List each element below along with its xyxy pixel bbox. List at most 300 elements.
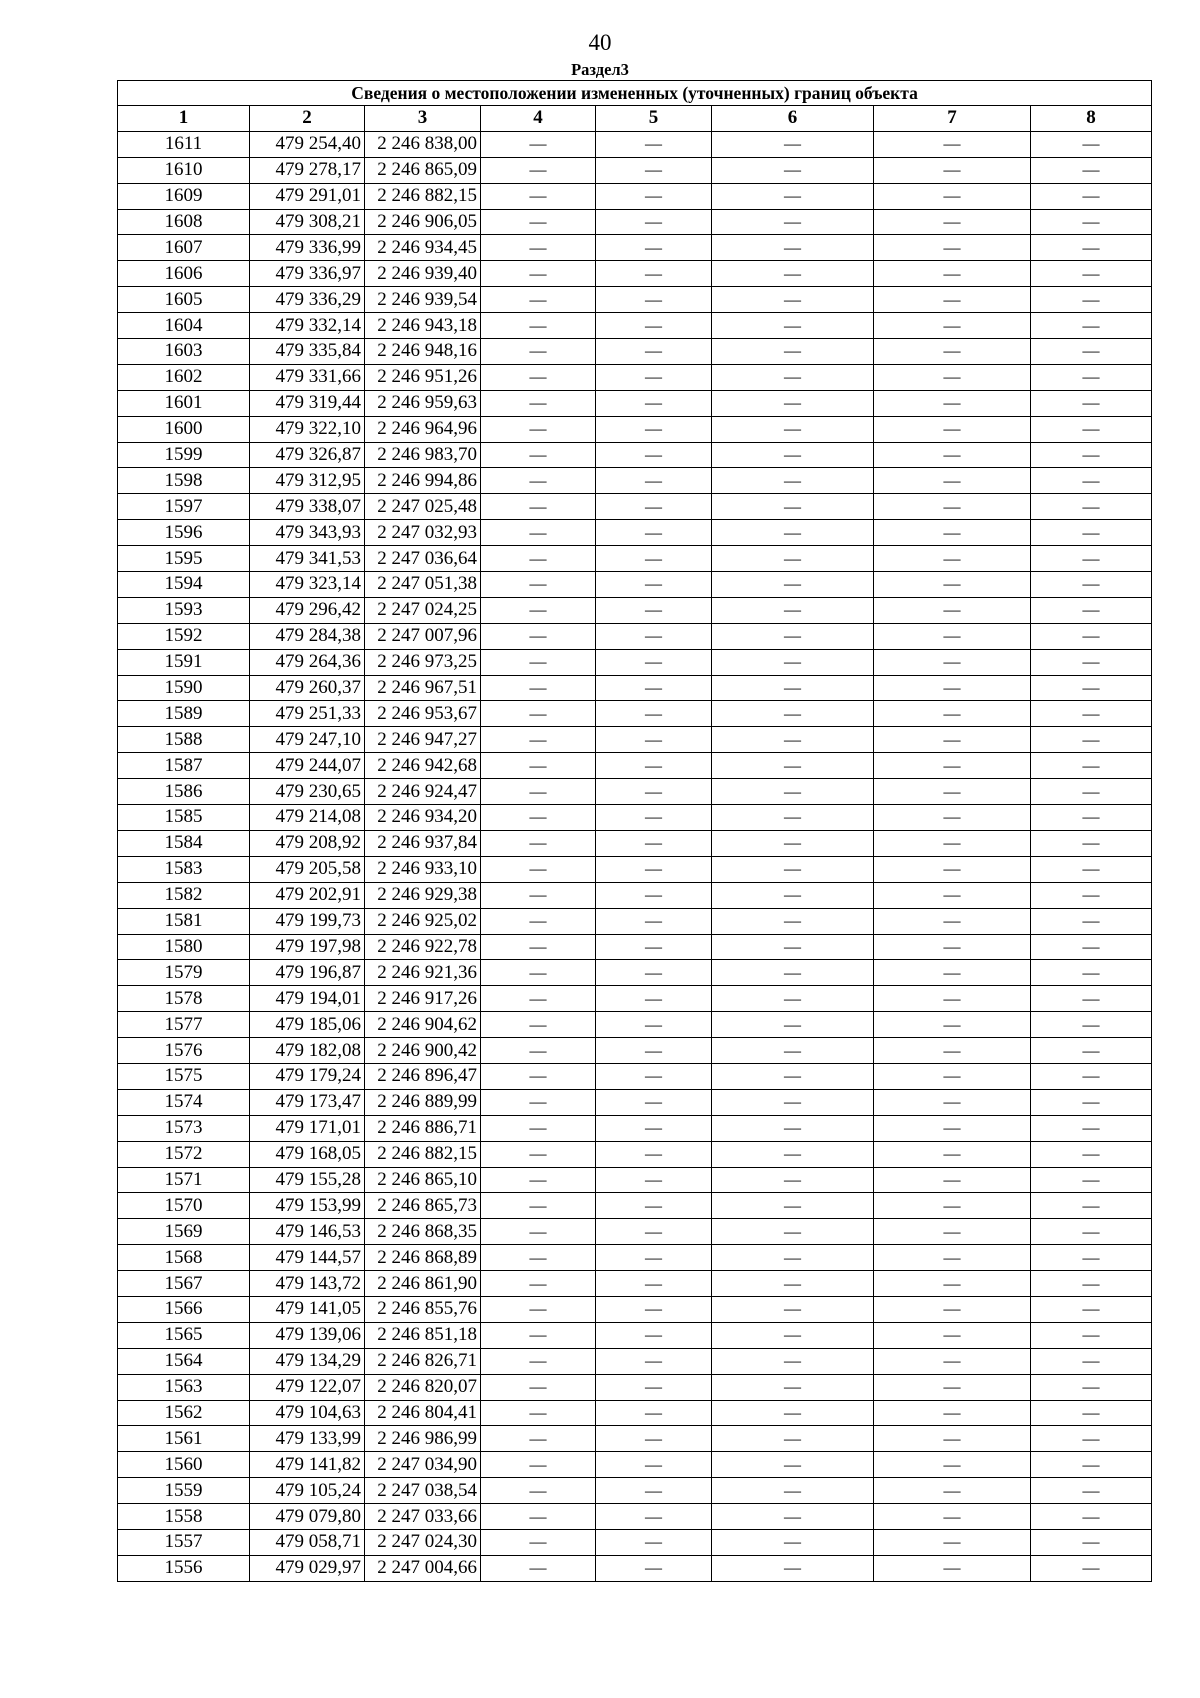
- point-number-cell: 1570: [118, 1193, 250, 1219]
- empty-dash-cell: —: [481, 1167, 596, 1193]
- empty-dash-cell: —: [596, 960, 712, 986]
- point-number-cell: 1600: [118, 416, 250, 442]
- empty-dash-cell: —: [1031, 986, 1152, 1012]
- point-number-cell: 1597: [118, 494, 250, 520]
- point-number-cell: 1589: [118, 701, 250, 727]
- point-number-cell: 1581: [118, 908, 250, 934]
- empty-dash-cell: —: [712, 727, 874, 753]
- x-coordinate-cell: 479 143,72: [250, 1271, 365, 1297]
- empty-dash-cell: —: [874, 390, 1031, 416]
- x-coordinate-cell: 479 144,57: [250, 1245, 365, 1271]
- y-coordinate-cell: 2 247 036,64: [365, 546, 481, 572]
- table-row: [118, 805, 1152, 831]
- point-number-cell: 1565: [118, 1322, 250, 1348]
- empty-dash-cell: —: [712, 1271, 874, 1297]
- empty-dash-cell: —: [481, 494, 596, 520]
- empty-dash-cell: —: [481, 313, 596, 339]
- empty-dash-cell: —: [1031, 183, 1152, 209]
- empty-dash-cell: —: [1031, 934, 1152, 960]
- empty-dash-cell: —: [712, 1089, 874, 1115]
- x-coordinate-cell: 479 202,91: [250, 882, 365, 908]
- table-row: [118, 1452, 1152, 1478]
- point-number-cell: 1601: [118, 390, 250, 416]
- x-coordinate-cell: 479 079,80: [250, 1504, 365, 1530]
- table-row: [118, 1089, 1152, 1115]
- empty-dash-cell: —: [481, 701, 596, 727]
- y-coordinate-cell: 2 247 038,54: [365, 1478, 481, 1504]
- empty-dash-cell: —: [874, 209, 1031, 235]
- x-coordinate-cell: 479 260,37: [250, 675, 365, 701]
- empty-dash-cell: —: [1031, 1296, 1152, 1322]
- point-number-cell: 1594: [118, 572, 250, 598]
- empty-dash-cell: —: [1031, 1038, 1152, 1064]
- empty-dash-cell: —: [1031, 1322, 1152, 1348]
- x-coordinate-cell: 479 214,08: [250, 805, 365, 831]
- y-coordinate-cell: 2 246 865,10: [365, 1167, 481, 1193]
- empty-dash-cell: —: [712, 261, 874, 287]
- empty-dash-cell: —: [596, 934, 712, 960]
- y-coordinate-cell: 2 246 933,10: [365, 856, 481, 882]
- empty-dash-cell: —: [712, 856, 874, 882]
- empty-dash-cell: —: [874, 131, 1031, 157]
- table-row: [118, 623, 1152, 649]
- empty-dash-cell: —: [596, 494, 712, 520]
- empty-dash-cell: —: [481, 416, 596, 442]
- empty-dash-cell: —: [874, 1426, 1031, 1452]
- table-row: [118, 1478, 1152, 1504]
- empty-dash-cell: —: [481, 546, 596, 572]
- empty-dash-cell: —: [596, 882, 712, 908]
- empty-dash-cell: —: [596, 1529, 712, 1555]
- y-coordinate-cell: 2 246 861,90: [365, 1271, 481, 1297]
- point-number-cell: 1576: [118, 1038, 250, 1064]
- empty-dash-cell: —: [712, 1348, 874, 1374]
- point-number-cell: 1595: [118, 546, 250, 572]
- y-coordinate-cell: 2 246 917,26: [365, 986, 481, 1012]
- empty-dash-cell: —: [712, 494, 874, 520]
- empty-dash-cell: —: [481, 209, 596, 235]
- empty-dash-cell: —: [481, 675, 596, 701]
- empty-dash-cell: —: [596, 183, 712, 209]
- empty-dash-cell: —: [481, 960, 596, 986]
- empty-dash-cell: —: [481, 339, 596, 365]
- empty-dash-cell: —: [874, 856, 1031, 882]
- y-coordinate-cell: 2 246 804,41: [365, 1400, 481, 1426]
- x-coordinate-cell: 479 336,99: [250, 235, 365, 261]
- empty-dash-cell: —: [481, 287, 596, 313]
- empty-dash-cell: —: [712, 390, 874, 416]
- empty-dash-cell: —: [596, 1426, 712, 1452]
- empty-dash-cell: —: [1031, 1426, 1152, 1452]
- x-coordinate-cell: 479 141,82: [250, 1452, 365, 1478]
- empty-dash-cell: —: [874, 572, 1031, 598]
- empty-dash-cell: —: [712, 1219, 874, 1245]
- y-coordinate-cell: 2 246 934,20: [365, 805, 481, 831]
- empty-dash-cell: —: [712, 1038, 874, 1064]
- empty-dash-cell: —: [874, 546, 1031, 572]
- empty-dash-cell: —: [874, 313, 1031, 339]
- empty-dash-cell: —: [1031, 753, 1152, 779]
- y-coordinate-cell: 2 247 034,90: [365, 1452, 481, 1478]
- empty-dash-cell: —: [712, 1322, 874, 1348]
- empty-dash-cell: —: [596, 986, 712, 1012]
- empty-dash-cell: —: [874, 805, 1031, 831]
- empty-dash-cell: —: [1031, 1167, 1152, 1193]
- y-coordinate-cell: 2 246 882,15: [365, 1141, 481, 1167]
- x-coordinate-cell: 479 029,97: [250, 1555, 365, 1581]
- page-number: 40: [588, 30, 612, 55]
- x-coordinate-cell: 479 146,53: [250, 1219, 365, 1245]
- y-coordinate-cell: 2 246 937,84: [365, 830, 481, 856]
- empty-dash-cell: —: [481, 1193, 596, 1219]
- point-number-cell: 1558: [118, 1504, 250, 1530]
- empty-dash-cell: —: [1031, 1245, 1152, 1271]
- x-coordinate-cell: 479 173,47: [250, 1089, 365, 1115]
- point-number-cell: 1586: [118, 779, 250, 805]
- empty-dash-cell: —: [874, 1296, 1031, 1322]
- y-coordinate-cell: 2 246 959,63: [365, 390, 481, 416]
- x-coordinate-cell: 479 182,08: [250, 1038, 365, 1064]
- empty-dash-cell: —: [1031, 830, 1152, 856]
- column-header-7: 7: [874, 106, 1031, 132]
- table-row: [118, 882, 1152, 908]
- empty-dash-cell: —: [596, 468, 712, 494]
- empty-dash-cell: —: [712, 779, 874, 805]
- empty-dash-cell: —: [1031, 1504, 1152, 1530]
- empty-dash-cell: —: [481, 1478, 596, 1504]
- empty-dash-cell: —: [712, 1063, 874, 1089]
- y-coordinate-cell: 2 247 025,48: [365, 494, 481, 520]
- empty-dash-cell: —: [596, 1219, 712, 1245]
- empty-dash-cell: —: [481, 572, 596, 598]
- point-number-cell: 1571: [118, 1167, 250, 1193]
- y-coordinate-cell: 2 247 032,93: [365, 520, 481, 546]
- empty-dash-cell: —: [596, 1296, 712, 1322]
- empty-dash-cell: —: [712, 753, 874, 779]
- empty-dash-cell: —: [596, 416, 712, 442]
- y-coordinate-cell: 2 246 868,89: [365, 1245, 481, 1271]
- y-coordinate-cell: 2 246 943,18: [365, 313, 481, 339]
- empty-dash-cell: —: [481, 1141, 596, 1167]
- empty-dash-cell: —: [1031, 1141, 1152, 1167]
- point-number-cell: 1566: [118, 1296, 250, 1322]
- column-header-3: 3: [365, 106, 481, 132]
- empty-dash-cell: —: [481, 131, 596, 157]
- point-number-cell: 1587: [118, 753, 250, 779]
- caption-row: [118, 81, 1152, 106]
- x-coordinate-cell: 479 278,17: [250, 157, 365, 183]
- empty-dash-cell: —: [596, 287, 712, 313]
- table-row: [118, 1426, 1152, 1452]
- table-row: [118, 1219, 1152, 1245]
- table-row: [118, 1296, 1152, 1322]
- point-number-cell: 1563: [118, 1374, 250, 1400]
- empty-dash-cell: —: [596, 856, 712, 882]
- empty-dash-cell: —: [481, 1400, 596, 1426]
- y-coordinate-cell: 2 246 906,05: [365, 209, 481, 235]
- column-header-row: [118, 106, 1152, 132]
- empty-dash-cell: —: [874, 261, 1031, 287]
- empty-dash-cell: —: [712, 183, 874, 209]
- table-body: [118, 131, 1152, 1581]
- empty-dash-cell: —: [874, 908, 1031, 934]
- empty-dash-cell: —: [1031, 1555, 1152, 1581]
- y-coordinate-cell: 2 246 925,02: [365, 908, 481, 934]
- y-coordinate-cell: 2 247 033,66: [365, 1504, 481, 1530]
- empty-dash-cell: —: [1031, 1271, 1152, 1297]
- empty-dash-cell: —: [874, 1529, 1031, 1555]
- empty-dash-cell: —: [596, 1245, 712, 1271]
- empty-dash-cell: —: [596, 1012, 712, 1038]
- x-coordinate-cell: 479 338,07: [250, 494, 365, 520]
- empty-dash-cell: —: [596, 779, 712, 805]
- empty-dash-cell: —: [712, 442, 874, 468]
- y-coordinate-cell: 2 246 921,36: [365, 960, 481, 986]
- table-row: [118, 675, 1152, 701]
- x-coordinate-cell: 479 312,95: [250, 468, 365, 494]
- x-coordinate-cell: 479 104,63: [250, 1400, 365, 1426]
- empty-dash-cell: —: [596, 1555, 712, 1581]
- empty-dash-cell: —: [481, 1374, 596, 1400]
- y-coordinate-cell: 2 246 939,54: [365, 287, 481, 313]
- table-row: [118, 1504, 1152, 1530]
- y-coordinate-cell: 2 246 924,47: [365, 779, 481, 805]
- empty-dash-cell: —: [1031, 779, 1152, 805]
- empty-dash-cell: —: [712, 131, 874, 157]
- empty-dash-cell: —: [481, 1296, 596, 1322]
- empty-dash-cell: —: [481, 1038, 596, 1064]
- empty-dash-cell: —: [712, 908, 874, 934]
- empty-dash-cell: —: [481, 934, 596, 960]
- y-coordinate-cell: 2 246 964,96: [365, 416, 481, 442]
- empty-dash-cell: —: [481, 805, 596, 831]
- empty-dash-cell: —: [1031, 1348, 1152, 1374]
- empty-dash-cell: —: [712, 1400, 874, 1426]
- table-row: [118, 416, 1152, 442]
- empty-dash-cell: —: [481, 390, 596, 416]
- y-coordinate-cell: 2 246 904,62: [365, 1012, 481, 1038]
- x-coordinate-cell: 479 244,07: [250, 753, 365, 779]
- point-number-cell: 1588: [118, 727, 250, 753]
- empty-dash-cell: —: [874, 727, 1031, 753]
- point-number-cell: 1603: [118, 339, 250, 365]
- empty-dash-cell: —: [712, 416, 874, 442]
- empty-dash-cell: —: [596, 1089, 712, 1115]
- y-coordinate-cell: 2 246 855,76: [365, 1296, 481, 1322]
- point-number-cell: 1567: [118, 1271, 250, 1297]
- x-coordinate-cell: 479 230,65: [250, 779, 365, 805]
- empty-dash-cell: —: [596, 546, 712, 572]
- empty-dash-cell: —: [481, 986, 596, 1012]
- empty-dash-cell: —: [596, 805, 712, 831]
- empty-dash-cell: —: [596, 1271, 712, 1297]
- y-coordinate-cell: 2 246 973,25: [365, 649, 481, 675]
- empty-dash-cell: —: [874, 235, 1031, 261]
- point-number-cell: 1561: [118, 1426, 250, 1452]
- empty-dash-cell: —: [874, 157, 1031, 183]
- x-coordinate-cell: 479 254,40: [250, 131, 365, 157]
- x-coordinate-cell: 479 335,84: [250, 339, 365, 365]
- table-row: [118, 830, 1152, 856]
- empty-dash-cell: —: [596, 1452, 712, 1478]
- empty-dash-cell: —: [1031, 1529, 1152, 1555]
- table-row: [118, 986, 1152, 1012]
- x-coordinate-cell: 479 291,01: [250, 183, 365, 209]
- x-coordinate-cell: 479 336,97: [250, 261, 365, 287]
- empty-dash-cell: —: [481, 1012, 596, 1038]
- table-row: [118, 934, 1152, 960]
- x-coordinate-cell: 479 251,33: [250, 701, 365, 727]
- empty-dash-cell: —: [712, 597, 874, 623]
- y-coordinate-cell: 2 246 889,99: [365, 1089, 481, 1115]
- table-row: [118, 597, 1152, 623]
- empty-dash-cell: —: [712, 1452, 874, 1478]
- empty-dash-cell: —: [1031, 442, 1152, 468]
- empty-dash-cell: —: [1031, 1012, 1152, 1038]
- table-row: [118, 1167, 1152, 1193]
- empty-dash-cell: —: [874, 779, 1031, 805]
- empty-dash-cell: —: [712, 649, 874, 675]
- empty-dash-cell: —: [596, 235, 712, 261]
- empty-dash-cell: —: [712, 1296, 874, 1322]
- empty-dash-cell: —: [712, 1245, 874, 1271]
- table-row: [118, 701, 1152, 727]
- point-number-cell: 1607: [118, 235, 250, 261]
- y-coordinate-cell: 2 247 004,66: [365, 1555, 481, 1581]
- empty-dash-cell: —: [1031, 1400, 1152, 1426]
- empty-dash-cell: —: [596, 313, 712, 339]
- point-number-cell: 1572: [118, 1141, 250, 1167]
- empty-dash-cell: —: [596, 572, 712, 598]
- empty-dash-cell: —: [712, 209, 874, 235]
- point-number-cell: 1573: [118, 1115, 250, 1141]
- empty-dash-cell: —: [874, 494, 1031, 520]
- empty-dash-cell: —: [1031, 727, 1152, 753]
- empty-dash-cell: —: [1031, 390, 1152, 416]
- table-row: [118, 1245, 1152, 1271]
- x-coordinate-cell: 479 296,42: [250, 597, 365, 623]
- empty-dash-cell: —: [874, 416, 1031, 442]
- empty-dash-cell: —: [712, 1426, 874, 1452]
- empty-dash-cell: —: [1031, 1478, 1152, 1504]
- empty-dash-cell: —: [874, 1452, 1031, 1478]
- empty-dash-cell: —: [1031, 649, 1152, 675]
- empty-dash-cell: —: [874, 1322, 1031, 1348]
- empty-dash-cell: —: [481, 1529, 596, 1555]
- y-coordinate-cell: 2 247 024,30: [365, 1529, 481, 1555]
- empty-dash-cell: —: [596, 727, 712, 753]
- x-coordinate-cell: 479 331,66: [250, 364, 365, 390]
- empty-dash-cell: —: [481, 649, 596, 675]
- point-number-cell: 1598: [118, 468, 250, 494]
- empty-dash-cell: —: [481, 183, 596, 209]
- x-coordinate-cell: 479 155,28: [250, 1167, 365, 1193]
- y-coordinate-cell: 2 246 896,47: [365, 1063, 481, 1089]
- empty-dash-cell: —: [712, 960, 874, 986]
- point-number-cell: 1560: [118, 1452, 250, 1478]
- empty-dash-cell: —: [1031, 1089, 1152, 1115]
- empty-dash-cell: —: [596, 390, 712, 416]
- empty-dash-cell: —: [481, 727, 596, 753]
- x-coordinate-cell: 479 199,73: [250, 908, 365, 934]
- empty-dash-cell: —: [874, 1115, 1031, 1141]
- x-coordinate-cell: 479 197,98: [250, 934, 365, 960]
- empty-dash-cell: —: [874, 364, 1031, 390]
- x-coordinate-cell: 479 141,05: [250, 1296, 365, 1322]
- empty-dash-cell: —: [1031, 1219, 1152, 1245]
- empty-dash-cell: —: [712, 235, 874, 261]
- x-coordinate-cell: 479 179,24: [250, 1063, 365, 1089]
- point-number-cell: 1580: [118, 934, 250, 960]
- point-number-cell: 1605: [118, 287, 250, 313]
- point-number-cell: 1611: [118, 131, 250, 157]
- point-number-cell: 1584: [118, 830, 250, 856]
- table-row: [118, 468, 1152, 494]
- y-coordinate-cell: 2 246 947,27: [365, 727, 481, 753]
- x-coordinate-cell: 479 171,01: [250, 1115, 365, 1141]
- table-row: [118, 1012, 1152, 1038]
- empty-dash-cell: —: [874, 597, 1031, 623]
- empty-dash-cell: —: [874, 442, 1031, 468]
- point-number-cell: 1564: [118, 1348, 250, 1374]
- empty-dash-cell: —: [481, 1322, 596, 1348]
- empty-dash-cell: —: [874, 183, 1031, 209]
- column-header-2: 2: [250, 106, 365, 132]
- y-coordinate-cell: 2 246 983,70: [365, 442, 481, 468]
- empty-dash-cell: —: [596, 209, 712, 235]
- empty-dash-cell: —: [1031, 364, 1152, 390]
- empty-dash-cell: —: [712, 1504, 874, 1530]
- y-coordinate-cell: 2 246 967,51: [365, 675, 481, 701]
- empty-dash-cell: —: [874, 1245, 1031, 1271]
- table-row: [118, 1115, 1152, 1141]
- empty-dash-cell: —: [481, 235, 596, 261]
- empty-dash-cell: —: [596, 597, 712, 623]
- empty-dash-cell: —: [596, 675, 712, 701]
- column-header-6: 6: [712, 106, 874, 132]
- empty-dash-cell: —: [596, 1400, 712, 1426]
- x-coordinate-cell: 479 247,10: [250, 727, 365, 753]
- empty-dash-cell: —: [874, 287, 1031, 313]
- empty-dash-cell: —: [1031, 209, 1152, 235]
- empty-dash-cell: —: [596, 442, 712, 468]
- empty-dash-cell: —: [712, 364, 874, 390]
- table-row: [118, 753, 1152, 779]
- empty-dash-cell: —: [596, 1063, 712, 1089]
- empty-dash-cell: —: [596, 157, 712, 183]
- empty-dash-cell: —: [874, 1478, 1031, 1504]
- empty-dash-cell: —: [1031, 157, 1152, 183]
- table-row: [118, 649, 1152, 675]
- empty-dash-cell: —: [1031, 701, 1152, 727]
- x-coordinate-cell: 479 153,99: [250, 1193, 365, 1219]
- empty-dash-cell: —: [481, 1063, 596, 1089]
- empty-dash-cell: —: [712, 934, 874, 960]
- x-coordinate-cell: 479 326,87: [250, 442, 365, 468]
- point-number-cell: 1575: [118, 1063, 250, 1089]
- y-coordinate-cell: 2 246 882,15: [365, 183, 481, 209]
- table-row: [118, 1529, 1152, 1555]
- y-coordinate-cell: 2 246 900,42: [365, 1038, 481, 1064]
- empty-dash-cell: —: [596, 1038, 712, 1064]
- empty-dash-cell: —: [1031, 416, 1152, 442]
- table-row: [118, 339, 1152, 365]
- x-coordinate-cell: 479 122,07: [250, 1374, 365, 1400]
- empty-dash-cell: —: [481, 779, 596, 805]
- x-coordinate-cell: 479 133,99: [250, 1426, 365, 1452]
- point-number-cell: 1596: [118, 520, 250, 546]
- y-coordinate-cell: 2 246 826,71: [365, 1348, 481, 1374]
